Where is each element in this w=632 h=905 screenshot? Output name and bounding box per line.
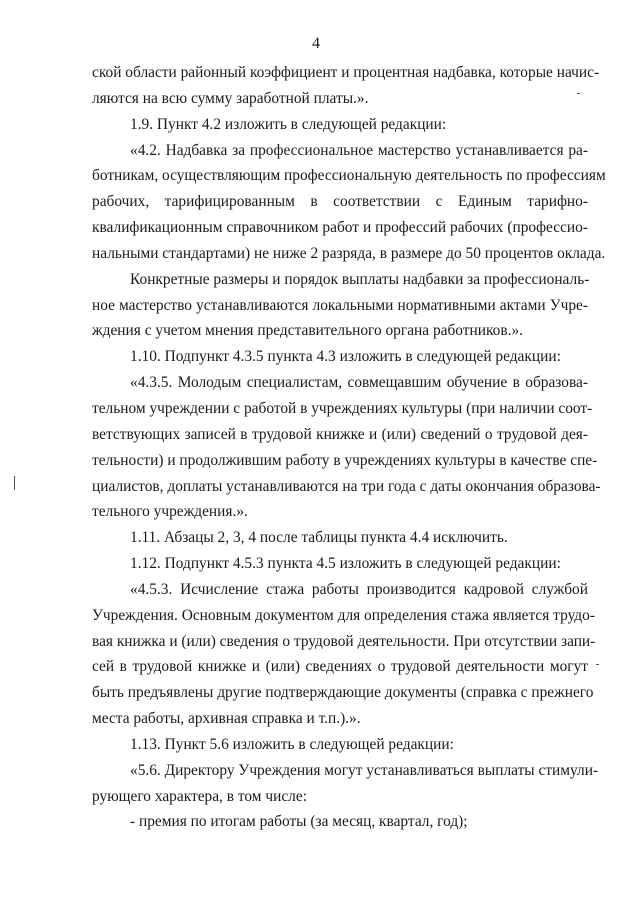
text-line: ботникам, осуществляющим профессиональную деятельность по профессиям [92,167,606,185]
text-line: «5.6. Директору Учреждения могут устанавливаться выплаты стимули- [130,761,599,779]
text-line: ветствующих записей в трудовой книжке и (или) сведений о трудовой дея- [92,425,588,443]
text-line: 1.10. Подпункт 4.3.5 пункта 4.3 изложить в следующей редакции: [130,348,561,366]
text-line: тельного учреждения.». [92,503,248,521]
text-line: места работы, архивная справка и т.п.).». [92,710,361,728]
text-line: ской области районный коэффициент и процентная надбавка, которые начис- [92,64,600,81]
paragraph [92,732,588,758]
paragraph [92,551,588,577]
text-line: рабочих, тарифицированным в соответствии с Единым тарифно- [92,193,588,211]
text-line: тельном учреждении с работой в учреждениях культуры (при наличии соот- [92,399,593,417]
text-line: нальными стандартами) не ниже 2 разряда, в размере до 50 процентов оклада. [92,244,606,262]
document-body [92,60,606,835]
text-line: Учреждения. Основным документом для определения стажа является трудо- [92,606,595,624]
text-line: рующего характера, в том числе: [92,787,307,805]
paragraph [92,344,588,370]
paragraph [92,525,588,551]
text-line: квалификационным справочником работ и профессий рабочих (профессио- [92,219,588,237]
text-line: 1.11. Абзацы 2, 3, 4 после таблицы пункта 4.4 исключить. [130,529,508,547]
text-line: 1.9. Пункт 4.2 изложить в следующей редакции: [130,115,447,133]
text-line: «4.5.3. Исчисление стажа работы производится кадровой службой [130,580,588,598]
text-line: вая книжка и (или) сведения о трудовой деятельности. При отсутствии запи- [92,632,596,650]
text-line: - премия по итогам работы (за месяц, квартал, год); [130,813,468,831]
paragraph [92,60,600,112]
text-line: сей в трудовой книжке и (или) сведениях о трудовой деятельности могут [92,658,588,676]
scan-mark [14,476,15,490]
text-line: ляются на всю сумму заработной платы.». [92,89,369,107]
text-line: 1.13. Пункт 5.6 изложить в следующей редакции: [130,735,454,753]
paragraph [92,138,606,267]
scan-mark [577,93,580,94]
text-line: 1.12. Подпункт 4.5.3 пункта 4.5 изложить в следующей редакции: [130,555,561,573]
paragraph [92,758,599,810]
paragraph [92,809,588,835]
page-number: 4 [312,35,320,52]
text-line: тельности) и продолжившим работу в учреждениях культуры в качестве спе- [92,451,598,469]
text-line: быть предъявлены другие подтверждающие документы (справка с прежнего [92,684,594,702]
text-line: Конкретные размеры и порядок выплаты надбавки за профессиональ- [130,270,590,288]
text-line: «4.2. Надбавка за профессиональное мастерство устанавливается ра- [130,141,588,159]
text-line: циалистов, доплаты устанавливаются на три года с даты окончания образова- [92,477,601,495]
paragraph [92,267,588,345]
text-line: ное мастерство устанавливаются локальными нормативными актами Учре- [92,296,588,314]
text-line: ждения с учетом мнения представительного органа работников.». [92,322,524,340]
paragraph [92,577,596,732]
scan-mark [596,664,599,665]
paragraph [92,112,588,138]
text-line: «4.3.5. Молодым специалистам, совмещавшим обучение в образова- [130,374,588,392]
paragraph [92,370,601,525]
